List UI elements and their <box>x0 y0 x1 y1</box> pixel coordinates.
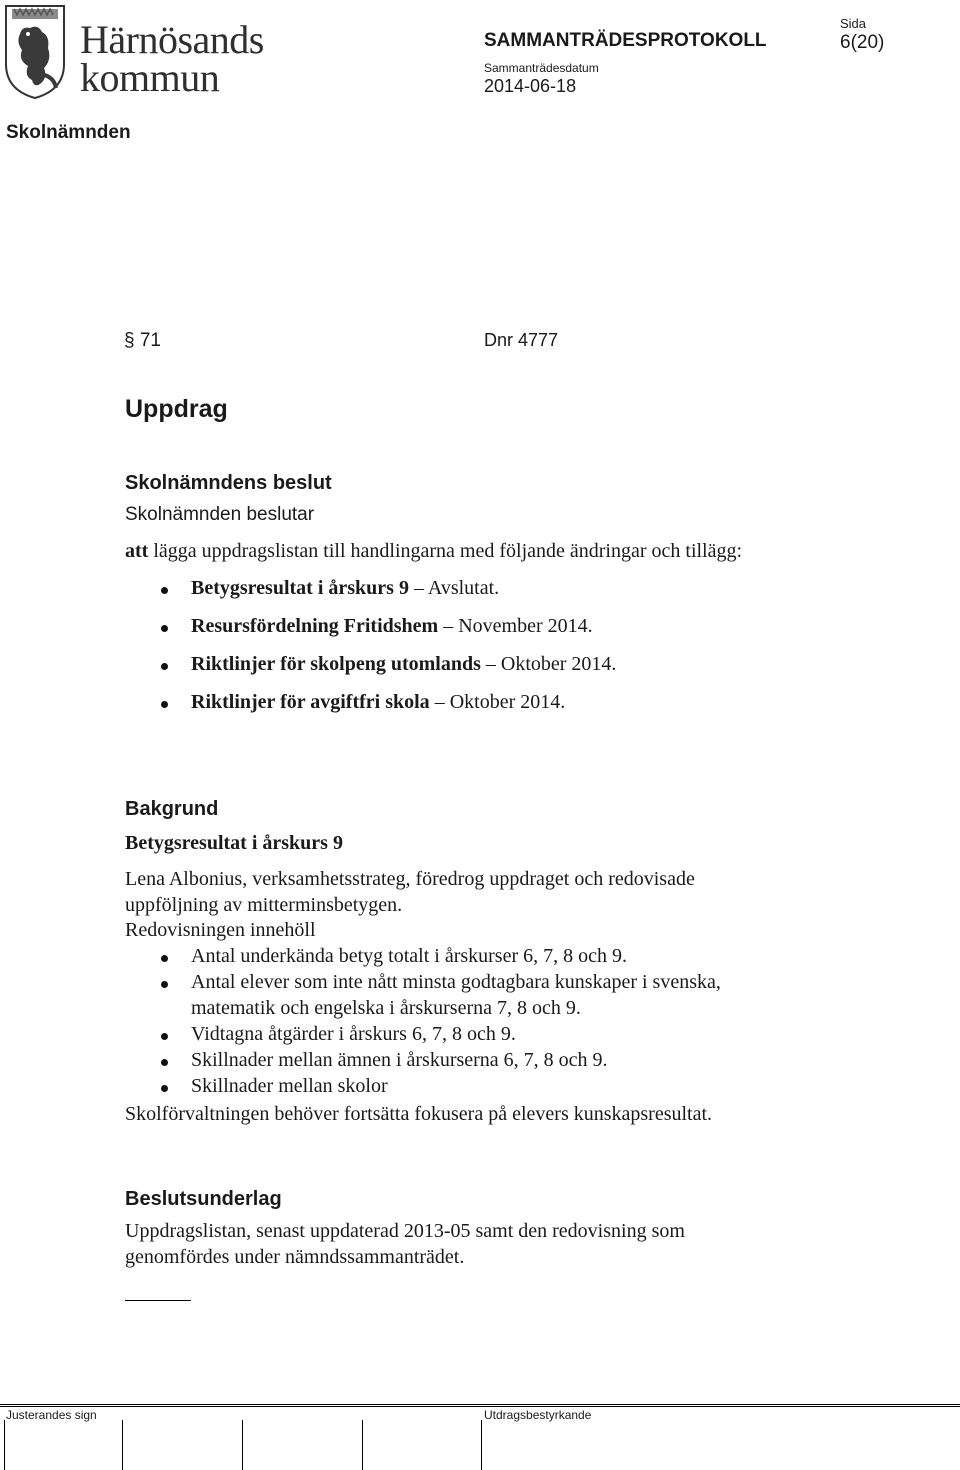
signature-box-divider <box>122 1420 123 1470</box>
bullet-icon <box>161 625 168 632</box>
municipality-name-line1: Härnösands <box>80 17 264 62</box>
bullet-icon <box>161 1085 168 1092</box>
date-label: Sammanträdesdatum <box>484 61 599 75</box>
list-item: Antal underkända betyg totalt i årskurser 6, 7, 8 och 9. <box>125 943 925 969</box>
signature-box-divider <box>481 1420 482 1470</box>
signature-label: Justerandes sign <box>6 1408 97 1422</box>
municipality-name-line2: kommun <box>80 55 220 100</box>
footer-rule-double <box>0 1406 960 1407</box>
registration-number: Dnr 4777 <box>484 330 559 350</box>
bullet-icon <box>161 701 168 708</box>
signature-box-divider <box>4 1420 5 1470</box>
bullet-icon <box>161 955 168 962</box>
list-item: Skillnader mellan skolor <box>125 1073 925 1099</box>
committee-name: Skolnämnden <box>6 122 131 143</box>
paragraph-number: § 71 <box>124 330 161 351</box>
excerpt-label: Utdragsbestyrkande <box>484 1408 592 1422</box>
bullet-icon <box>161 981 168 988</box>
background-paragraph-line1: Lena Albonius, verksamhetsstrateg, föredrog uppdraget och redovisade <box>125 868 695 890</box>
coat-of-arms-logo <box>4 4 66 100</box>
background-heading: Bakgrund <box>125 798 219 820</box>
signature-box-divider <box>242 1420 243 1470</box>
basis-heading: Beslutsunderlag <box>125 1188 282 1210</box>
bullet-icon <box>161 1033 168 1040</box>
att-word: att <box>125 540 149 562</box>
list-item: Skillnader mellan ämnen i årskurserna 6, 7, 8 och 9. <box>125 1047 925 1073</box>
bullet-icon <box>161 1059 168 1066</box>
background-paragraph-line2: uppföljning av mitterminsbetygen. <box>125 894 403 916</box>
page-number: 6(20) <box>840 32 885 53</box>
list-item: Antal elever som inte nått minsta godtagbara kunskaper i svenska, matematik och engelska i årskurserna 7, 8 och 9. <box>125 969 925 1021</box>
basis-line2: genomfördes under nämndssammanträdet. <box>125 1246 465 1268</box>
date-value: 2014-06-18 <box>484 76 577 96</box>
footer-rule <box>0 1404 960 1405</box>
bullet-icon <box>161 587 168 594</box>
basis-line1: Uppdragslistan, senast uppdaterad 2013-05 samt den redovisning som <box>125 1220 685 1242</box>
decision-heading: Skolnämndens beslut <box>125 472 332 494</box>
closing-statement: Skolförvaltningen behöver fortsätta fokusera på elevers kunskapsresultat. <box>125 1103 713 1125</box>
report-list <box>125 943 925 1099</box>
list-item: Vidtagna åtgärder i årskurs 6, 7, 8 och 9. <box>125 1021 925 1047</box>
list-item: Riktlinjer för skolpeng utomlands – Oktober 2014. <box>125 651 925 689</box>
page-label: Sida <box>840 16 867 31</box>
signature-box-divider <box>362 1420 363 1470</box>
list-item: Resursfördelning Fritidshem – November 2014. <box>125 613 925 651</box>
report-intro: Redovisningen innehöll <box>125 919 316 941</box>
decision-list <box>125 575 925 727</box>
end-rule <box>125 1300 191 1301</box>
case-heading: Uppdrag <box>125 395 228 423</box>
decision-intro: Skolnämnden beslutar <box>125 504 315 525</box>
document-title: SAMMANTRÄDESPROTOKOLL <box>484 30 767 51</box>
list-item: Betygsresultat i årskurs 9 – Avslutat. <box>125 575 925 613</box>
background-subheading: Betygsresultat i årskurs 9 <box>125 832 343 854</box>
decision-att-line <box>125 538 742 564</box>
bullet-icon <box>161 663 168 670</box>
list-item: Riktlinjer för avgiftfri skola – Oktober 2014. <box>125 689 925 727</box>
att-text: lägga uppdragslistan till handlingarna med följande ändringar och tillägg: <box>148 540 743 562</box>
